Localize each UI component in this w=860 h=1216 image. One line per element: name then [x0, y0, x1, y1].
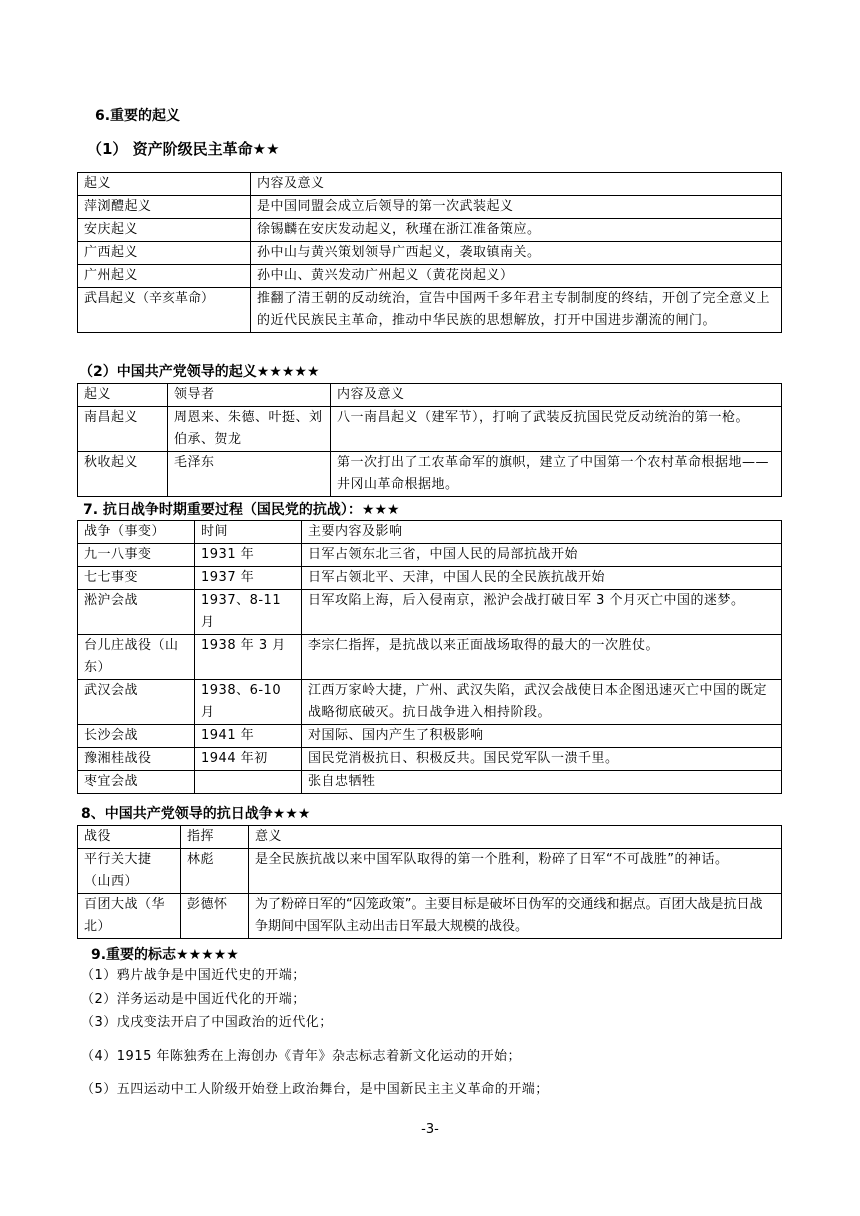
- cell-content: 日军占领东北三省，中国人民的局部抗战开始: [302, 544, 782, 567]
- cell-name: 七七事变: [78, 567, 195, 590]
- cell-content: 为了粉碎日军的“囚笼政策”。主要目标是破坏日伪军的交通线和据点。百团大战是抗日战争期间中国军队主动出击日军最大规模的战役。: [249, 894, 782, 939]
- cell-name: 淞沪会战: [78, 590, 195, 635]
- cell-time: 1937 年: [195, 567, 302, 590]
- table-row: [78, 849, 782, 894]
- cell-name: 百团大战（华北）: [78, 894, 181, 939]
- cell-name: 南昌起义: [78, 407, 168, 452]
- cell-name: 平行关大捷（山西）: [78, 849, 181, 894]
- table-row: [78, 771, 782, 794]
- cell-content: 是全民族抗战以来中国军队取得的第一个胜利，粉碎了日军“不可战胜”的神话。: [249, 849, 782, 894]
- header-cell: 内容及意义: [251, 173, 782, 196]
- page-number: -3-: [421, 1122, 439, 1137]
- cell-time: 1941 年: [195, 725, 302, 748]
- cell-content: 是中国同盟会成立后领导的第一次武装起义: [251, 196, 782, 219]
- table-row: [78, 748, 782, 771]
- table-row: [78, 590, 782, 635]
- header-cell: 意义: [249, 826, 782, 849]
- list-item: （1）鸦片战争是中国近代史的开端；: [81, 968, 306, 983]
- table-header-row: [78, 173, 782, 196]
- cell-content: 徐锡麟在安庆发动起义，秋瑾在浙江准备策应。: [251, 219, 782, 242]
- cell-name: 秋收起义: [78, 452, 168, 497]
- cell-name: 长沙会战: [78, 725, 195, 748]
- cell-name: 萍浏醴起义: [78, 196, 251, 219]
- header-cell: 主要内容及影响: [302, 521, 782, 544]
- cell-name: 广西起义: [78, 242, 251, 265]
- cell-name: 豫湘桂战役: [78, 748, 195, 771]
- cell-time: 1944 年初: [195, 748, 302, 771]
- table-row: [78, 635, 782, 680]
- cell-name: 武昌起义（辛亥革命）: [78, 288, 251, 333]
- table-row: [78, 725, 782, 748]
- cell-commander: 彭德怀: [181, 894, 249, 939]
- table-row: [78, 242, 782, 265]
- section-9-heading: 9.重要的标志★★★★★: [91, 947, 239, 963]
- table-header-row: [78, 826, 782, 849]
- cell-content: 日军占领北平、天津，中国人民的全民族抗战开始: [302, 567, 782, 590]
- header-cell: 指挥: [181, 826, 249, 849]
- table-row: [78, 567, 782, 590]
- section-6-heading: 6.重要的起义: [95, 108, 181, 124]
- list-item: （5）五四运动中工人阶级开始登上政治舞台，是中国新民主主义革命的开端；: [81, 1082, 549, 1097]
- table-bourgeois-uprisings: [77, 172, 782, 333]
- table-row: [78, 265, 782, 288]
- table-kmt-war: [77, 520, 782, 794]
- cell-time: 1937、8-11 月: [195, 590, 302, 635]
- section-7-heading: 7. 抗日战争时期重要过程（国民党的抗战）：★★★: [83, 502, 400, 518]
- section-8-heading: 8、中国共产党领导的抗日战争★★★: [81, 806, 311, 822]
- cell-time: 1938 年 3 月: [195, 635, 302, 680]
- cell-commander: 林彪: [181, 849, 249, 894]
- cell-content: 八一南昌起义（建军节），打响了武装反抗国民党反动统治的第一枪。: [331, 407, 782, 452]
- table-row: [78, 196, 782, 219]
- list-item: （3）戊戌变法开启了中国政治的近代化；: [81, 1015, 333, 1030]
- table-row: [78, 544, 782, 567]
- cell-name: 枣宜会战: [78, 771, 195, 794]
- table-row: [78, 288, 782, 333]
- header-cell: 起义: [78, 384, 168, 407]
- header-cell: 起义: [78, 173, 251, 196]
- table-header-row: [78, 521, 782, 544]
- cell-name: 广州起义: [78, 265, 251, 288]
- cell-content: 张自忠牺牲: [302, 771, 782, 794]
- header-cell: 战役: [78, 826, 181, 849]
- header-cell: 时间: [195, 521, 302, 544]
- table-row: [78, 219, 782, 242]
- list-item: （4）1915 年陈独秀在上海创办《青年》杂志标志着新文化运动的开始；: [81, 1049, 521, 1064]
- header-cell: 战争（事变）: [78, 521, 195, 544]
- cell-name: 武汉会战: [78, 680, 195, 725]
- header-cell: 领导者: [168, 384, 331, 407]
- cell-content: 推翻了清王朝的反动统治，宣告中国两千多年君主专制制度的终结，开创了完全意义上的近代民族民主革命，推动中华民族的思想解放，打开中国进步潮流的闸门。: [251, 288, 782, 333]
- section-6-sub-2: （2）中国共产党领导的起义★★★★★: [79, 364, 320, 380]
- cell-content: 江西万家岭大捷，广州、武汉失陷，武汉会战使日本企图迅速灭亡中国的既定战略彻底破灭。抗日战争进入相持阶段。: [302, 680, 782, 725]
- cell-content: 第一次打出了工农革命军的旗帜，建立了中国第一个农村革命根据地——井冈山革命根据地。: [331, 452, 782, 497]
- cell-content: 国民党消极抗日、积极反共。国民党军队一溃千里。: [302, 748, 782, 771]
- cell-leader: 毛泽东: [168, 452, 331, 497]
- table-cpc-war: [77, 825, 782, 939]
- cell-content: 孙中山与黄兴策划领导广西起义，袭取镇南关。: [251, 242, 782, 265]
- list-item: （2）洋务运动是中国近代化的开端；: [81, 992, 306, 1007]
- table-row: [78, 894, 782, 939]
- cell-name: 九一八事变: [78, 544, 195, 567]
- cell-content: 李宗仁指挥，是抗战以来正面战场取得的最大的一次胜仗。: [302, 635, 782, 680]
- table-header-row: [78, 384, 782, 407]
- cell-content: 日军攻陷上海，后入侵南京，淞沪会战打破日军 3 个月灭亡中国的迷梦。: [302, 590, 782, 635]
- cell-leader: 周恩来、朱德、叶挺、刘伯承、贺龙: [168, 407, 331, 452]
- cell-name: 台儿庄战役（山东）: [78, 635, 195, 680]
- cell-time: 1938、6-10 月: [195, 680, 302, 725]
- table-row: [78, 452, 782, 497]
- section-6-sub-1: （1） 资产阶级民主革命★★: [87, 140, 280, 158]
- cell-name: 安庆起义: [78, 219, 251, 242]
- cell-content: 对国际、国内产生了积极影响: [302, 725, 782, 748]
- table-row: [78, 407, 782, 452]
- cell-content: 孙中山、黄兴发动广州起义（黄花岗起义）: [251, 265, 782, 288]
- cell-time: [195, 771, 302, 794]
- header-cell: 内容及意义: [331, 384, 782, 407]
- table-cpc-uprisings: [77, 383, 782, 497]
- cell-time: 1931 年: [195, 544, 302, 567]
- table-row: [78, 680, 782, 725]
